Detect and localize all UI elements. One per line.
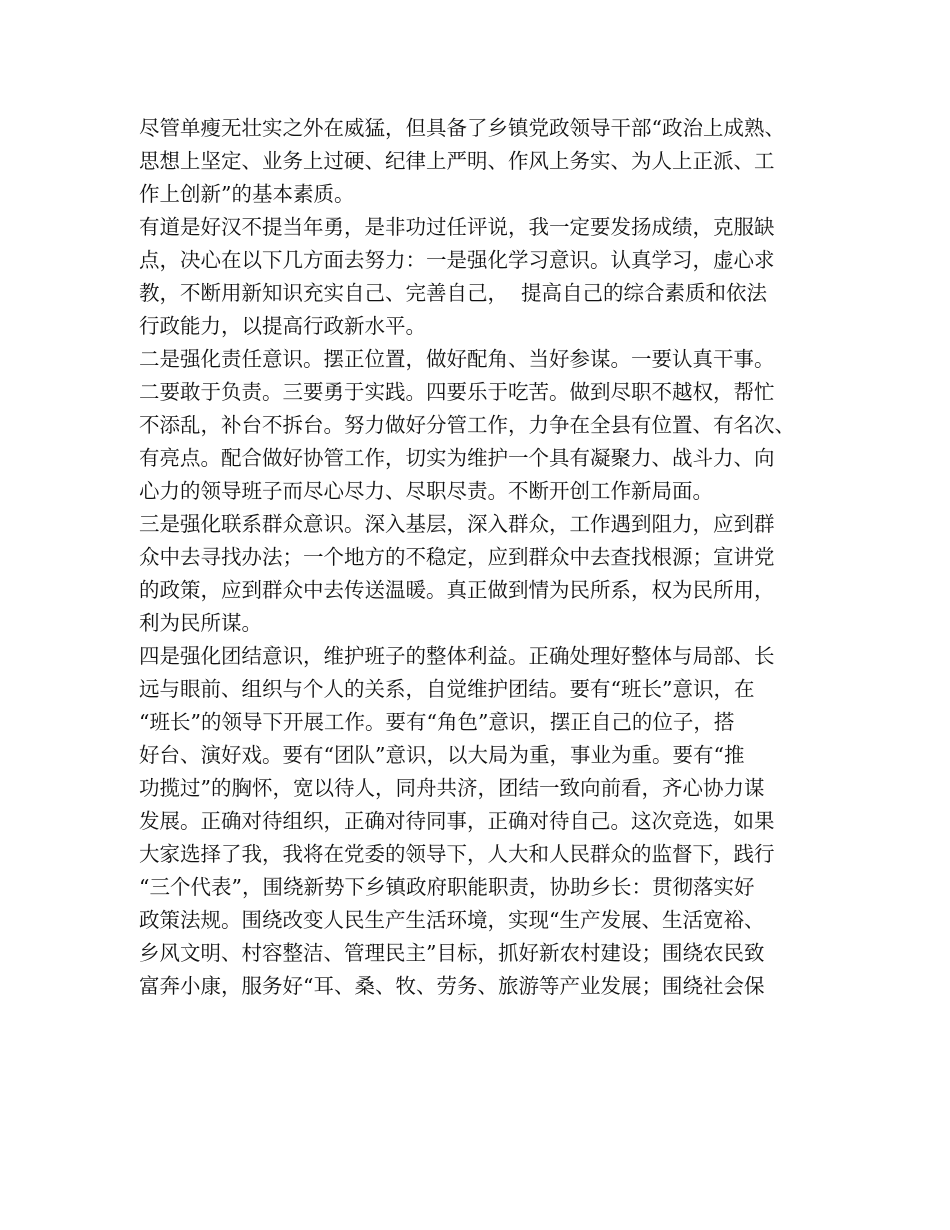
text-line: 功揽过”的胸怀，宽以待人，同舟共济，团结一致向前看，齐心协力谋 bbox=[139, 776, 765, 800]
text-line: 大家选择了我，我将在党委的领导下，人大和人民群众的监督下，践行 bbox=[139, 842, 775, 866]
text-line: 三是强化联系群众意识。深入基层，深入群众，工作遇到阻力，应到群 bbox=[139, 512, 775, 536]
text-line: 好台、演好戏。要有“团队”意识，以大局为重，事业为重。要有“推 bbox=[139, 743, 745, 767]
text-line: 政策法规。围绕改变人民生产生活环境，实现“生产发展、生活宽裕、 bbox=[139, 908, 765, 932]
text-line: 行政能力，以提高行政新水平。 bbox=[139, 314, 426, 338]
text-line: 点，决心在以下几方面去努力：一是强化学习意识。认真学习，虚心求 bbox=[139, 248, 775, 272]
document-body bbox=[139, 112, 829, 1003]
text-line: “班长”的领导下开展工作。要有“角色”意识，摆正自己的位子，搭 bbox=[139, 710, 735, 734]
text-line: 发展。正确对待组织，正确对待同事，正确对待自己。这次竞选，如果 bbox=[139, 809, 775, 833]
text-line: 众中去寻找办法；一个地方的不稳定，应到群众中去查找根源；宣讲党 bbox=[139, 545, 775, 569]
text-line: 富奔小康，服务好“耳、桑、牧、劳务、旅游等产业发展；围绕社会保 bbox=[139, 974, 765, 998]
text-line: 的政策，应到群众中去传送温暖。真正做到情为民所系，权为民所用， bbox=[139, 578, 775, 602]
text-line: 远与眼前、组织与个人的关系，自觉维护团结。要有“班长”意识，在 bbox=[139, 677, 755, 701]
text-line: 教，不断用新知识充实自己、完善自己， 提高自己的综合素质和依法 bbox=[139, 281, 768, 305]
text-line: 思想上坚定、业务上过硬、纪律上严明、作风上务实、为人上正派、工 bbox=[139, 149, 775, 173]
text-line: 乡风文明、村容整洁、管理民主”目标，抓好新农村建设；围绕农民致 bbox=[139, 941, 765, 965]
text-line: 有亮点。配合做好协管工作，切实为维护一个具有凝聚力、战斗力、向 bbox=[139, 446, 775, 470]
text-line: 尽管单瘦无壮实之外在威猛，但具备了乡镇党政领导干部“政治上成熟、 bbox=[139, 116, 785, 140]
text-line: 不添乱，补台不拆台。努力做好分管工作，力争在全县有位置、有名次、 bbox=[139, 413, 795, 437]
text-line: 心力的领导班子而尽心尽力、尽职尽责。不断开创工作新局面。 bbox=[139, 479, 713, 503]
text-line: 二是强化责任意识。摆正位置，做好配角、当好参谋。一要认真干事。 bbox=[139, 347, 775, 371]
text-line: 作上创新”的基本素质。 bbox=[139, 182, 355, 206]
text-line: 利为民所谋。 bbox=[139, 611, 262, 635]
text-line: “三个代表”，围绕新势下乡镇政府职能职责，协助乡长：贯彻落实好 bbox=[139, 875, 755, 899]
text-line: 二要敢于负责。三要勇于实践。四要乐于吃苦。做到尽职不越权，帮忙 bbox=[139, 380, 775, 404]
text-line: 有道是好汉不提当年勇，是非功过任评说，我一定要发扬成绩，克服缺 bbox=[139, 215, 775, 239]
text-line: 四是强化团结意识，维护班子的整体利益。正确处理好整体与局部、长 bbox=[139, 644, 775, 668]
